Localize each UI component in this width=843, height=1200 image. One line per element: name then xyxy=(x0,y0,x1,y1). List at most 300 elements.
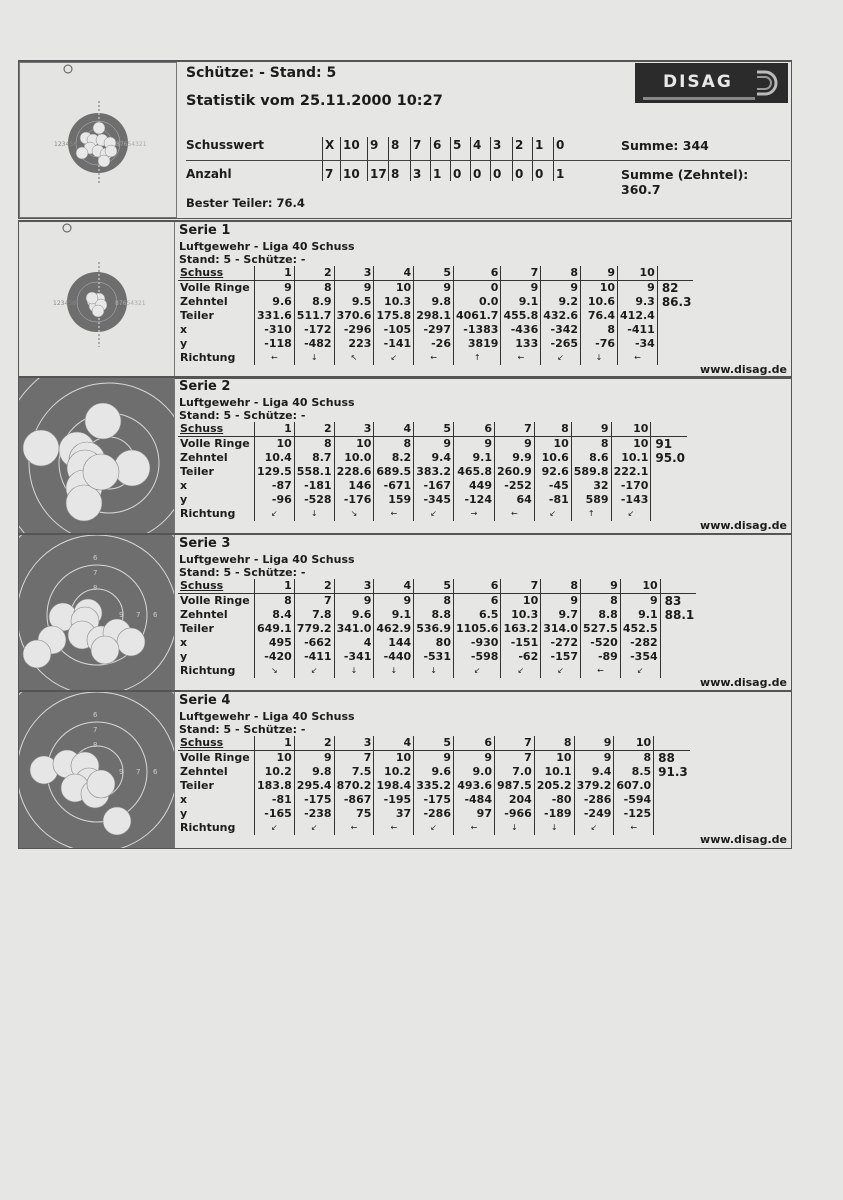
direction-arrow-icon: ← xyxy=(494,507,534,521)
table-cell: 9.8 xyxy=(294,765,334,779)
serie-stand: Stand: 5 - Schütze: - xyxy=(179,409,306,422)
total-zehntel: 91.3 xyxy=(658,765,688,779)
table-cell: 8 xyxy=(614,751,654,766)
table-cell: 3 xyxy=(334,422,374,437)
row-label: y xyxy=(178,493,255,507)
table-cell: -867 xyxy=(334,793,374,807)
table-cell: -420 xyxy=(255,650,295,664)
shot-hole xyxy=(87,770,115,798)
row-label: Teiler xyxy=(178,622,255,636)
row-label: Schuss xyxy=(178,266,255,281)
empty-cell xyxy=(654,736,690,751)
schusswert-cell: X xyxy=(325,138,335,152)
table-cell: 9 xyxy=(501,281,541,296)
serie-title: Serie 2 xyxy=(179,379,231,394)
row-label: Teiler xyxy=(178,779,255,793)
row-label: y xyxy=(178,337,255,351)
logo-d-icon xyxy=(753,68,783,98)
anzahl-cell: 7 xyxy=(325,167,334,181)
direction-arrow-icon: ← xyxy=(414,351,454,365)
direction-arrow-icon: ↙ xyxy=(294,664,334,678)
table-cell: 10 xyxy=(620,579,660,594)
website-link[interactable]: www.disag.de xyxy=(700,833,787,846)
svg-text:8: 8 xyxy=(93,584,98,592)
direction-arrow-icon: ↘ xyxy=(255,664,295,678)
schusswert-cell: 2 xyxy=(515,138,524,152)
serie-target-image xyxy=(19,222,175,378)
table-cell: 0.0 xyxy=(453,295,500,309)
website-link[interactable]: www.disag.de xyxy=(700,676,787,689)
table-cell: 37 xyxy=(374,807,414,821)
table-cell: 7.5 xyxy=(334,765,374,779)
schusswert-cell: 10 xyxy=(343,138,360,152)
serie-target-image xyxy=(19,535,175,691)
row-zehntel xyxy=(178,451,687,465)
serie-block xyxy=(18,533,792,692)
total-zehntel: 86.3 xyxy=(661,295,692,309)
anzahl-cell: 17 xyxy=(370,167,387,181)
table-cell: 6 xyxy=(453,422,494,437)
direction-arrow-icon: ↓ xyxy=(374,664,414,678)
table-cell: -238 xyxy=(294,807,334,821)
empty-cell xyxy=(660,636,696,650)
table-cell: 5 xyxy=(414,736,454,751)
table-cell: 689.5 xyxy=(374,465,414,479)
direction-arrow-icon: ↓ xyxy=(494,821,534,835)
table-cell: 8 xyxy=(414,594,454,609)
table-cell: 1 xyxy=(255,736,295,751)
table-cell: 558.1 xyxy=(294,465,334,479)
empty-cell xyxy=(654,807,690,821)
table-cell: -165 xyxy=(255,807,295,821)
table-cell: 133 xyxy=(501,337,541,351)
thumb-numbers-left: 123456 xyxy=(54,141,77,148)
summary-divider xyxy=(186,160,790,161)
table-cell: 9 xyxy=(414,281,454,296)
direction-arrow-icon: ↙ xyxy=(620,664,660,678)
direction-arrow-icon: ↓ xyxy=(534,821,574,835)
table-cell: -594 xyxy=(614,793,654,807)
table-cell: 432.6 xyxy=(541,309,581,323)
schusswert-cell: 5 xyxy=(453,138,462,152)
table-cell: 9 xyxy=(294,751,334,766)
table-cell: 9.1 xyxy=(374,608,414,622)
table-cell: 452.5 xyxy=(620,622,660,636)
direction-arrow-icon: ↓ xyxy=(334,664,374,678)
table-cell: 9.4 xyxy=(574,765,614,779)
table-cell: 1 xyxy=(255,422,295,437)
shot-hole xyxy=(23,430,59,466)
table-cell: 10 xyxy=(374,281,414,296)
table-cell: 75 xyxy=(334,807,374,821)
table-cell: 3 xyxy=(334,266,374,281)
summe: Summe: 344 xyxy=(621,138,709,153)
table-cell: 2 xyxy=(294,266,334,281)
table-cell: -342 xyxy=(541,323,581,337)
table-cell: 163.2 xyxy=(501,622,541,636)
table-cell: -176 xyxy=(334,493,374,507)
direction-arrow-icon: ← xyxy=(374,821,414,835)
table-cell: 9.2 xyxy=(541,295,581,309)
anzahl-cell: 10 xyxy=(343,167,360,181)
row-label: Volle Ringe xyxy=(178,281,255,296)
table-cell: -484 xyxy=(453,793,494,807)
row-schuss xyxy=(178,736,690,751)
row-y xyxy=(178,807,690,821)
direction-arrow-icon: ↙ xyxy=(574,821,614,835)
shot-hole xyxy=(117,628,145,656)
table-cell: 449 xyxy=(453,479,494,493)
serie-stand: Stand: 5 - Schütze: - xyxy=(179,723,306,736)
row-schuss xyxy=(178,422,687,437)
table-cell: 8.9 xyxy=(294,295,334,309)
anzahl-cell: 0 xyxy=(473,167,482,181)
table-cell: 10.0 xyxy=(334,451,374,465)
svg-text:7: 7 xyxy=(136,611,141,619)
table-cell: -175 xyxy=(294,793,334,807)
anzahl-cell: 1 xyxy=(433,167,442,181)
table-cell: 370.6 xyxy=(334,309,374,323)
direction-arrow-icon: → xyxy=(453,507,494,521)
table-cell: 6 xyxy=(453,579,500,594)
serie-target-image xyxy=(19,692,175,848)
table-cell: 8 xyxy=(581,323,618,337)
direction-arrow-icon: ↙ xyxy=(294,821,334,835)
svg-text:7: 7 xyxy=(93,569,98,577)
table-cell: 527.5 xyxy=(581,622,621,636)
table-cell: 511.7 xyxy=(294,309,334,323)
empty-cell xyxy=(657,337,693,351)
empty-cell xyxy=(660,622,696,636)
direction-arrow-icon: ← xyxy=(374,507,414,521)
table-cell: 144 xyxy=(374,636,414,650)
table-cell: 7 xyxy=(501,266,541,281)
table-cell: 3 xyxy=(334,579,374,594)
row-label: Zehntel xyxy=(178,765,255,779)
table-cell: 9.4 xyxy=(414,451,454,465)
row-richtung xyxy=(178,507,687,521)
table-cell: 9.1 xyxy=(453,451,494,465)
shot-hole xyxy=(114,450,150,486)
row-x xyxy=(178,479,687,493)
table-cell: 9 xyxy=(453,437,494,452)
table-cell: 10.6 xyxy=(581,295,618,309)
table-cell: 223 xyxy=(334,337,374,351)
shot-hole xyxy=(66,485,102,521)
table-cell: 8 xyxy=(255,594,295,609)
table-cell: 9.1 xyxy=(620,608,660,622)
table-cell: 8.7 xyxy=(294,451,334,465)
empty-cell xyxy=(654,793,690,807)
table-cell: -296 xyxy=(334,323,374,337)
table-cell: 7 xyxy=(494,751,534,766)
table-cell: -531 xyxy=(414,650,454,664)
table-cell: 9.5 xyxy=(334,295,374,309)
svg-text:87654321: 87654321 xyxy=(115,300,146,307)
empty-cell xyxy=(651,479,687,493)
table-cell: -157 xyxy=(541,650,581,664)
row-x xyxy=(178,793,690,807)
table-cell: -151 xyxy=(501,636,541,650)
anzahl-label: Anzahl xyxy=(186,167,232,181)
table-cell: 228.6 xyxy=(334,465,374,479)
direction-arrow-icon: ↓ xyxy=(294,507,334,521)
direction-arrow-icon: ↖ xyxy=(334,351,374,365)
table-cell: 7.8 xyxy=(294,608,334,622)
table-cell: 3819 xyxy=(453,337,500,351)
table-cell: 870.2 xyxy=(334,779,374,793)
table-cell: -930 xyxy=(453,636,500,650)
table-cell: -143 xyxy=(611,493,651,507)
table-cell: 9 xyxy=(620,594,660,609)
empty-cell xyxy=(651,465,687,479)
table-cell: 10 xyxy=(255,437,295,452)
table-cell: 4 xyxy=(374,422,414,437)
row-label: x xyxy=(178,323,255,337)
table-cell: -62 xyxy=(501,650,541,664)
row-y xyxy=(178,337,693,351)
svg-text:7: 7 xyxy=(136,768,141,776)
table-cell: -252 xyxy=(494,479,534,493)
table-cell: -81 xyxy=(255,793,295,807)
shot-hole xyxy=(83,454,119,490)
table-cell: 5 xyxy=(414,266,454,281)
direction-arrow-icon: ↘ xyxy=(334,507,374,521)
table-cell: 8 xyxy=(571,437,611,452)
summary-col-divider xyxy=(532,137,533,181)
table-cell: -34 xyxy=(618,337,658,351)
bester-teiler: Bester Teiler: 76.4 xyxy=(186,196,305,210)
table-cell: 314.0 xyxy=(541,622,581,636)
table-cell: -286 xyxy=(414,807,454,821)
empty-cell xyxy=(654,779,690,793)
table-cell: 589 xyxy=(571,493,611,507)
table-cell: 495 xyxy=(255,636,295,650)
table-cell: 3 xyxy=(334,736,374,751)
row-label: y xyxy=(178,807,255,821)
table-cell: 7 xyxy=(494,736,534,751)
anzahl-cell: 8 xyxy=(391,167,400,181)
shot-hole xyxy=(103,807,131,835)
table-cell: -167 xyxy=(414,479,454,493)
empty-cell xyxy=(654,821,690,835)
table-cell: 5 xyxy=(414,579,454,594)
row-richtung xyxy=(178,351,693,365)
table-cell: 6.5 xyxy=(453,608,500,622)
summary-col-divider xyxy=(490,137,491,181)
table-cell: 10 xyxy=(611,437,651,452)
table-cell: 465.8 xyxy=(453,465,494,479)
total-zehntel: 95.0 xyxy=(655,451,685,465)
row-label: Zehntel xyxy=(178,295,255,309)
row-zehntel xyxy=(178,765,690,779)
row-label: x xyxy=(178,636,255,650)
table-cell: -87 xyxy=(255,479,295,493)
table-cell: 8 xyxy=(374,437,414,452)
serie-table xyxy=(178,579,696,678)
table-cell: 8.2 xyxy=(374,451,414,465)
table-cell: -440 xyxy=(374,650,414,664)
serie-subtitle: Luftgewehr - Liga 40 Schuss xyxy=(179,396,355,409)
summary-col-divider xyxy=(470,137,471,181)
summary-col-divider xyxy=(322,137,323,181)
table-cell: -528 xyxy=(294,493,334,507)
direction-arrow-icon: ↙ xyxy=(611,507,651,521)
table-cell: -520 xyxy=(581,636,621,650)
table-cell: 4061.7 xyxy=(453,309,500,323)
table-cell: -170 xyxy=(611,479,651,493)
table-cell: 462.9 xyxy=(374,622,414,636)
table-cell: 7 xyxy=(334,751,374,766)
summary-col-divider xyxy=(340,137,341,181)
table-cell: -345 xyxy=(414,493,454,507)
disag-logo xyxy=(635,63,788,103)
schusswert-cell: 6 xyxy=(433,138,442,152)
table-cell: 2 xyxy=(294,736,334,751)
statistics-title: Statistik vom 25.11.2000 10:27 xyxy=(186,93,443,109)
table-cell: 2 xyxy=(294,579,334,594)
table-cell: 175.8 xyxy=(374,309,414,323)
table-cell: 10 xyxy=(374,751,414,766)
schusswert-cell: 3 xyxy=(493,138,502,152)
serie-table xyxy=(178,736,690,835)
table-cell: -671 xyxy=(374,479,414,493)
table-cell: 0 xyxy=(453,281,500,296)
empty-cell xyxy=(651,422,687,437)
table-cell: 2 xyxy=(294,422,334,437)
svg-text:6: 6 xyxy=(93,554,98,562)
schusswert-cell: 4 xyxy=(473,138,482,152)
table-cell: 7 xyxy=(494,422,534,437)
table-cell: 649.1 xyxy=(255,622,295,636)
table-cell: -125 xyxy=(614,807,654,821)
table-cell: -172 xyxy=(294,323,334,337)
schusswert-cell: 1 xyxy=(535,138,544,152)
table-cell: 183.8 xyxy=(255,779,295,793)
table-cell: -249 xyxy=(574,807,614,821)
row-label: Richtung xyxy=(178,821,255,835)
table-cell: 9 xyxy=(571,422,611,437)
table-cell: 8.4 xyxy=(255,608,295,622)
table-cell: 8 xyxy=(534,422,571,437)
table-cell: -297 xyxy=(414,323,454,337)
table-cell: 8 xyxy=(541,579,581,594)
overview-target-image xyxy=(19,62,177,218)
table-cell: 9.6 xyxy=(414,765,454,779)
row-label: x xyxy=(178,793,255,807)
table-cell: 204 xyxy=(494,793,534,807)
direction-arrow-icon: ↙ xyxy=(414,507,454,521)
direction-arrow-icon: ↑ xyxy=(453,351,500,365)
row-label: x xyxy=(178,479,255,493)
anzahl-cell: 0 xyxy=(453,167,462,181)
table-cell: -81 xyxy=(534,493,571,507)
row-label: Teiler xyxy=(178,309,255,323)
table-cell: -124 xyxy=(453,493,494,507)
table-cell: 9 xyxy=(574,736,614,751)
row-volle-ringe xyxy=(178,437,687,452)
table-cell: 9.3 xyxy=(618,295,658,309)
table-cell: -89 xyxy=(581,650,621,664)
row-teiler xyxy=(178,622,696,636)
table-cell: 8 xyxy=(581,594,621,609)
table-cell: 589.8 xyxy=(571,465,611,479)
table-cell: 9 xyxy=(255,281,295,296)
svg-text:9: 9 xyxy=(119,611,124,619)
table-cell: -96 xyxy=(255,493,295,507)
table-cell: -310 xyxy=(255,323,295,337)
total-ringe: 82 xyxy=(661,281,679,295)
svg-text:9: 9 xyxy=(119,768,124,776)
table-cell: 10 xyxy=(618,266,658,281)
table-cell: 8.6 xyxy=(571,451,611,465)
table-cell: -272 xyxy=(541,636,581,650)
row-zehntel xyxy=(178,295,693,309)
row-label: Zehntel xyxy=(178,608,255,622)
summary-col-divider xyxy=(553,137,554,181)
table-cell: 9.6 xyxy=(255,295,295,309)
table-cell: -1383 xyxy=(453,323,500,337)
direction-arrow-icon: ← xyxy=(614,821,654,835)
svg-text:6: 6 xyxy=(153,611,158,619)
row-x xyxy=(178,636,696,650)
table-cell: -966 xyxy=(494,807,534,821)
table-cell: 8 xyxy=(294,281,334,296)
table-cell: 9 xyxy=(374,594,414,609)
direction-arrow-icon: ↙ xyxy=(414,821,454,835)
row-label: Zehntel xyxy=(178,451,255,465)
table-cell: 1 xyxy=(255,266,295,281)
table-cell: 8 xyxy=(534,736,574,751)
row-teiler xyxy=(178,779,690,793)
table-cell: 92.6 xyxy=(534,465,571,479)
anzahl-cell: 0 xyxy=(515,167,524,181)
empty-cell xyxy=(660,579,696,594)
summe-zehntel: Summe (Zehntel): 360.7 xyxy=(621,167,749,197)
row-x xyxy=(178,323,693,337)
table-cell: 379.2 xyxy=(574,779,614,793)
serie-title: Serie 1 xyxy=(179,223,231,238)
table-cell: 412.4 xyxy=(618,309,658,323)
table-cell: -175 xyxy=(414,793,454,807)
table-cell: 4 xyxy=(374,736,414,751)
table-cell: 7 xyxy=(294,594,334,609)
serie-title: Serie 3 xyxy=(179,536,231,551)
total-ringe: 83 xyxy=(664,594,682,608)
direction-arrow-icon: ← xyxy=(453,821,494,835)
shooter-stand: Schütze: - Stand: 5 xyxy=(186,65,337,81)
serie-subtitle: Luftgewehr - Liga 40 Schuss xyxy=(179,710,355,723)
table-cell: 1105.6 xyxy=(453,622,500,636)
row-zehntel xyxy=(178,608,696,622)
website-link[interactable]: www.disag.de xyxy=(700,363,787,376)
website-link[interactable]: www.disag.de xyxy=(700,519,787,532)
table-cell: 6 xyxy=(453,594,500,609)
table-cell: -282 xyxy=(620,636,660,650)
shot-hole xyxy=(23,640,51,668)
svg-text:8: 8 xyxy=(93,741,98,749)
table-cell: -26 xyxy=(414,337,454,351)
table-cell: 5 xyxy=(414,422,454,437)
schusswert-cell: 0 xyxy=(556,138,565,152)
row-y xyxy=(178,493,687,507)
table-cell: -141 xyxy=(374,337,414,351)
table-cell: 9.0 xyxy=(453,765,494,779)
table-cell: 10.3 xyxy=(374,295,414,309)
row-label: Schuss xyxy=(178,579,255,594)
table-cell: 260.9 xyxy=(494,465,534,479)
direction-arrow-icon: ↙ xyxy=(453,664,500,678)
